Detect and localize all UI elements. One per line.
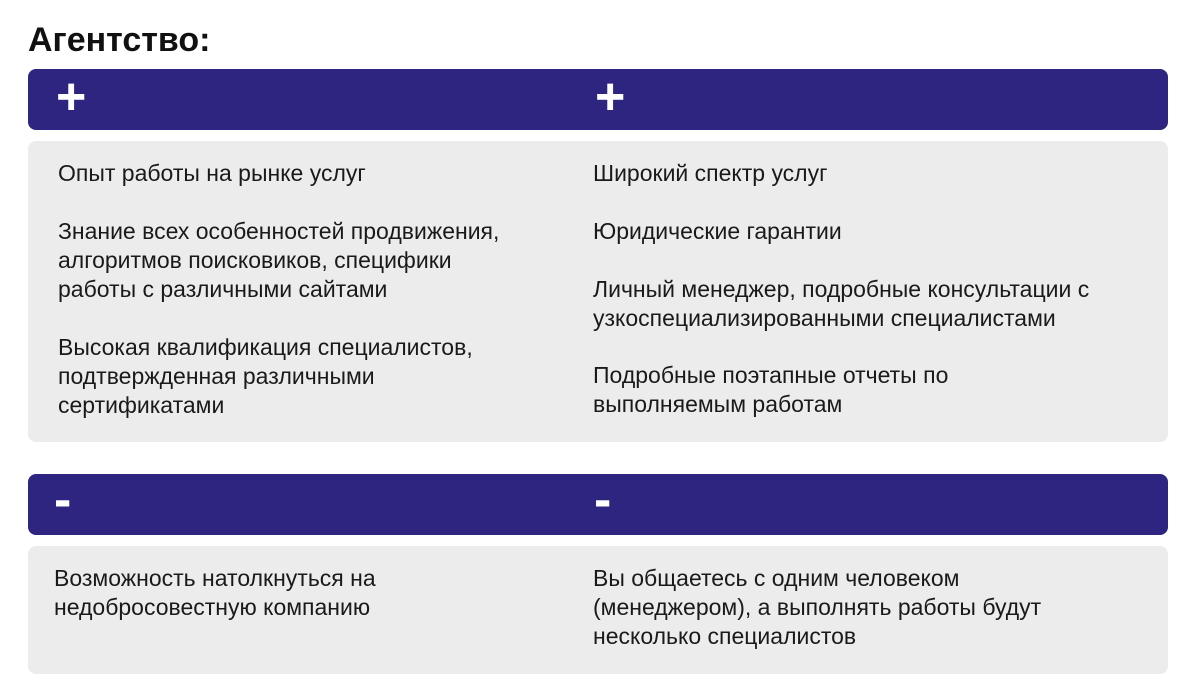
pros-right-item: Подробные поэтапные отчеты по выполняемым работам <box>593 362 949 417</box>
cons-header <box>28 471 1168 535</box>
pros-right-item: Широкий спектр услуг <box>593 160 828 186</box>
pros-right-item: Юридические гарантии <box>593 218 842 244</box>
pros-right-item: Личный менеджер, подробные консультации с узкоспециализированными специалистами <box>593 276 1090 331</box>
pros-left-item: Знание всех особенностей продвижения, алгоритмов поисковиков, специфики работы с различными сайтами <box>58 218 500 302</box>
plus-icon: + <box>595 68 626 126</box>
page-title: Агентство: <box>28 21 211 59</box>
cons-box <box>28 546 1168 674</box>
minus-icon: - <box>594 471 612 529</box>
cons-right-item: Вы общаетесь с одним человеком (менеджером), а выполнять работы будут несколько специалистов <box>593 565 1042 649</box>
pros-left-item: Высокая квалификация специалистов, подтвержденная различными сертификатами <box>58 334 473 418</box>
plus-icon: + <box>56 68 87 126</box>
pros-header <box>28 69 1168 130</box>
minus-icon: - <box>54 471 72 529</box>
pros-box <box>28 141 1168 442</box>
pros-left-item: Опыт работы на рынке услуг <box>58 160 366 186</box>
cons-left-item: Возможность натолкнуться на недобросовестную компанию <box>54 565 376 620</box>
